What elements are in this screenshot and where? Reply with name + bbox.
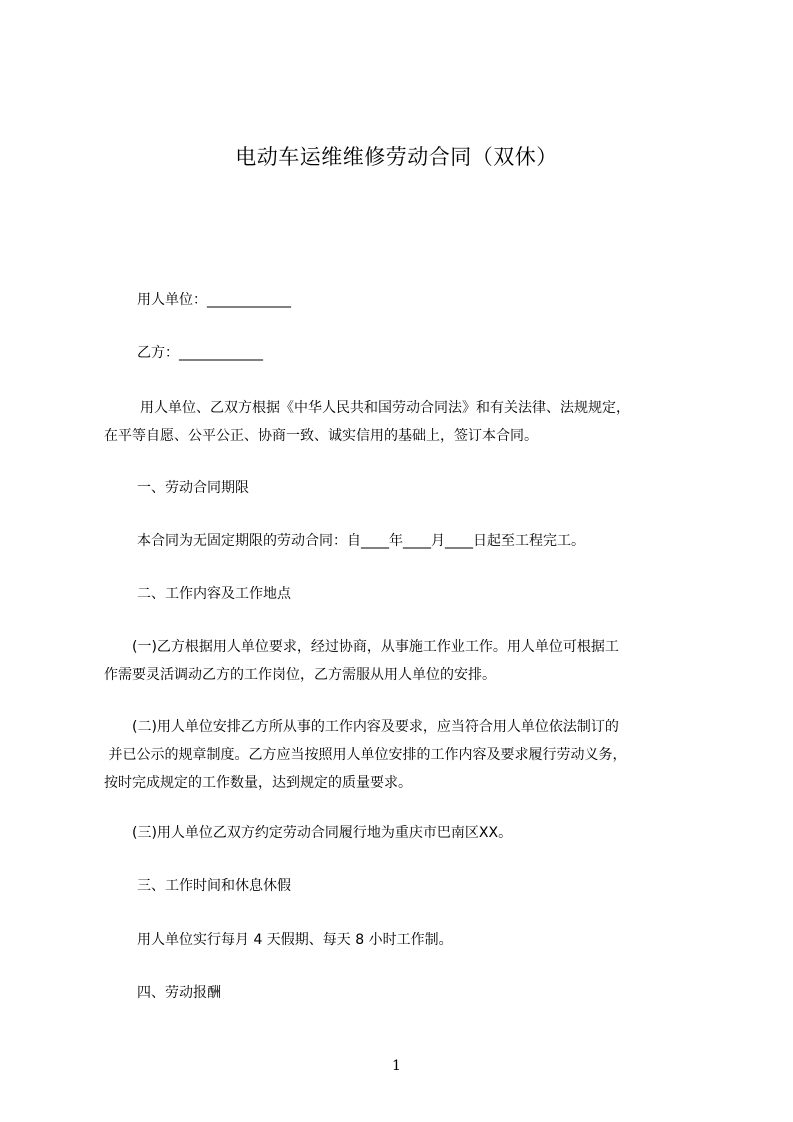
page-number: 1 [392,1058,401,1074]
preamble-paragraph [104,394,704,450]
section-3-heading: 三、工作时间和休息休假 [137,878,291,894]
clause-2-2-line-3: 按时完成规定的工作数量，达到规定的质量要求。 [104,775,412,791]
party-b-line: 乙方：____________ [137,345,263,361]
clause-2-3: (三)用人单位乙双方约定劳动合同履行地为重庆市巴南区XX。 [132,825,513,841]
clause-2-2 [104,713,704,797]
clause-2-2-line-2: 并已公示的规章制度。乙方应当按照用人单位安排的工作内容及要求履行劳动义务， [104,747,627,763]
clause-2-1 [104,633,704,689]
section-2-heading: 二、工作内容及工作地点 [137,586,291,602]
section-4-heading: 四、劳动报酬 [137,985,221,1001]
section-1-heading: 一、劳动合同期限 [137,480,249,496]
section-1-text: 本合同为无固定期限的劳动合同：自____年____月____日起至工程完工。 [137,533,585,549]
clause-2-2-line-1: (二)用人单位安排乙方所从事的工作内容及要求，应当符合用人单位依法制订的 [132,719,619,735]
preamble-line-2: 在平等自愿、公平公正、协商一致、诚实信用的基础上，签订本合同。 [104,428,538,444]
section-3-text: 用人单位实行每月 4 天假期、每天 8 小时工作制。 [137,932,453,948]
preamble-line-1: 用人单位、乙双方根据《中华人民共和国劳动合同法》和有关法律、法规规定， [140,400,630,416]
clause-2-1-line-1: (一)乙方根据用人单位要求，经过协商，从事施工作业工作。用人单位可根据工 [132,639,619,655]
clause-2-1-line-2: 作需要灵活调动乙方的工作岗位，乙方需服从用人单位的安排。 [104,667,496,683]
employer-line: 用人单位：____________ [137,292,291,308]
document-title: 电动车运维维修劳动合同（双休） [235,145,558,169]
